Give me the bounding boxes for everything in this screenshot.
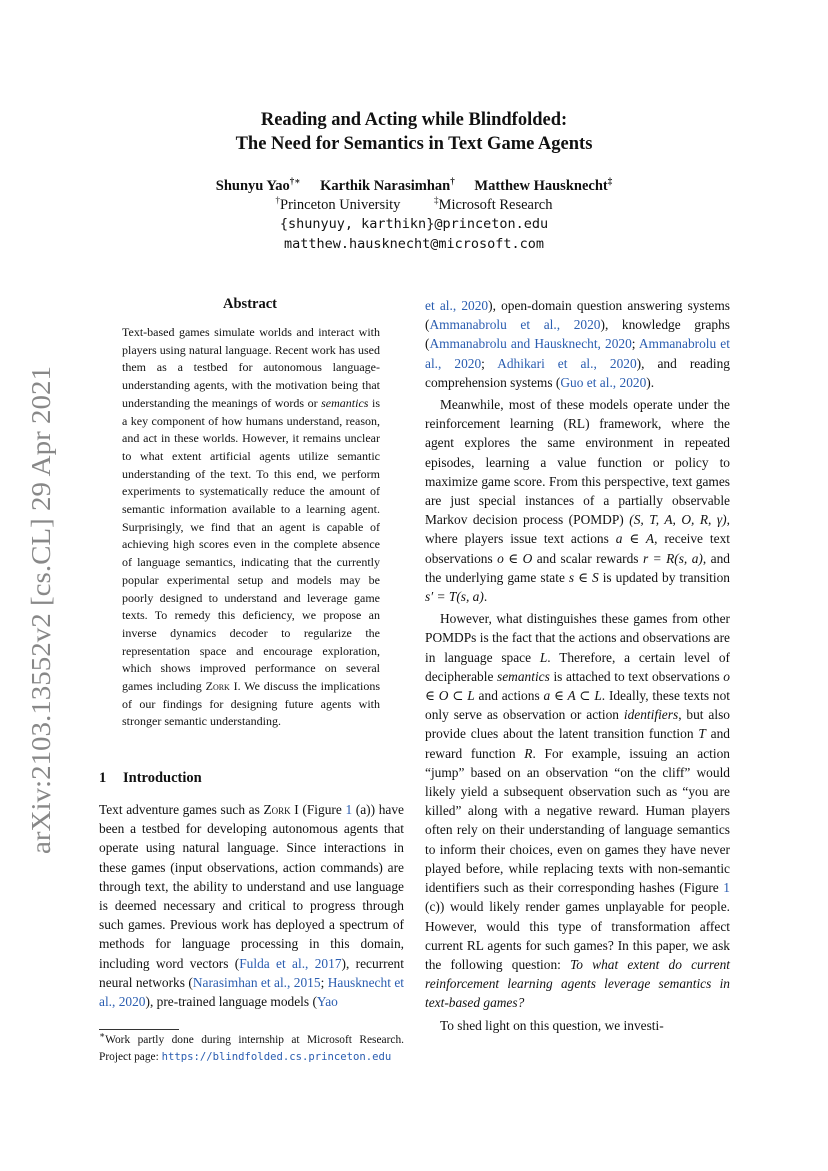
section-heading — [99, 770, 202, 787]
footnote: ∗Work partly done during internship at Microsoft Research. Project page: https://blindfolded.cs.princeton.edu — [99, 1030, 404, 1063]
citation-link[interactable]: Ammanabrolu et al., 2020 — [429, 317, 601, 333]
paragraph: et al., 2020), open-domain question answering systems (Ammanabrolu et al., 2020), knowledge graphs (Ammanabrolu and Hausknecht, 2020; Ammanabrolu et al., 2020; Adhikari et al., 2020), and reading comprehension systems (Guo et al., 2020). — [425, 298, 730, 390]
arxiv-identifier — [22, 364, 62, 854]
project-page-link[interactable]: https://blindfolded.cs.princeton.edu — [161, 1051, 392, 1063]
citation-link[interactable]: et al., 2020 — [425, 298, 489, 313]
title-line-1: Reading and Acting while Blindfolded: — [260, 110, 568, 130]
paper-title — [0, 108, 828, 156]
citation-link[interactable]: Hausknecht et al., 2020 — [99, 974, 404, 1010]
abstract-heading: Abstract — [223, 296, 277, 312]
citation-link[interactable]: Ammanabrolu et al., 2020 — [425, 336, 730, 371]
abstract-body: Text-based games simulate worlds and interact with players using natural language. Recent work has used them as a testbed for autonomous language-understanding agents, with the motivation being that understanding the meanings of words or semantics is a key component of how humans understand, reason, and act in these worlds. However, it remains unclear to what extent artificial agents utilize semantic understanding of the text. To this end, we perform experiments to systematically reduce the amount of semantic information available to a learning agent. Surprisingly, we find that an agent is capable of achieving high scores even in the complete absence of language semantics, indicating that the currently popular experimental setup and models may be poorly designed to understand and leverage game texts. To remedy this deficiency, we propose an inverse dynamics decoder to regularize the representation space and encourage exploration, which shows improved performance on several games including Zork I. We discuss the implications of our findings for designing future agents with stronger semantic understanding. — [122, 325, 380, 729]
author: Matthew Hausknecht‡ — [474, 176, 613, 194]
section-title: Introduction — [123, 770, 202, 786]
figure-link[interactable]: 1 — [723, 880, 730, 896]
affiliation: †Princeton University — [275, 195, 401, 213]
author-list — [0, 177, 828, 195]
paragraph: To shed light on this question, we investi- — [440, 1017, 664, 1033]
paragraph: However, what distinguishes these games from other POMDPs is the fact that the actions and observations are in language space L. Therefore, a certain level of decipherable semantics is attached to text observations o ∈ O ⊂ L and actions a ∈ A ⊂ L. Ideally, these texts not only serve as observation or action identifiers, but also provide clues about the latent transition function T and reward function R. For example, issuing an action “jump” based on an observation “on the cliff” would likely yield a subsequent observation such as “you are killed” along with a negative reward. Human players often rely on their understanding of language semantics to inform their choices, even on games they have never played before, while replacing texts with non-semantic identifiers such as their corresponding hashes (Figure 1 (c)) would likely render games unplayable for people. However, would this type of transformation affect current RL agents for such games? In this paper, we ask the following question: To what extent do current reinforcement learning agents leverage semantics in text-based games? — [425, 611, 730, 1011]
intro-paragraph: Text adventure games such as Zork I (Figure 1 (a)) have been a testbed for developing autonomous agents that operate using natural language. Since interactions in these games (input observations, action commands) are through text, the ability to understand and use language is deemed necessary and critical to progress through such games. Previous work has deployed a spectrum of methods for language processing in this domain, including word vectors (Fulda et al., 2017), recurrent neural networks (Narasimhan et al., 2015; Hausknecht et al., 2020), pre-trained language models (Yao — [99, 802, 404, 1010]
footnote-divider — [99, 1029, 179, 1030]
author: Karthik Narasimhan† — [320, 176, 455, 194]
citation-link[interactable]: Fulda et al., 2017 — [239, 955, 342, 971]
citation-link[interactable]: Narasimhan et al., 2015 — [192, 974, 321, 990]
title-line-2: The Need for Semantics in Text Game Agents — [235, 134, 593, 154]
citation-link[interactable]: Guo et al., 2020 — [560, 374, 647, 390]
citation-link[interactable]: Ammanabrolu and Hausknecht, 2020 — [429, 336, 632, 352]
author: Shunyu Yao†∗ — [215, 176, 301, 194]
figure-link[interactable]: 1 — [345, 802, 353, 817]
affiliation-list — [0, 196, 828, 215]
citation-link[interactable]: Adhikari et al., 2020 — [497, 355, 637, 371]
affiliation: ‡Microsoft Research — [434, 195, 553, 213]
paragraph: Meanwhile, most of these models operate under the reinforcement learning (RL) framework, where the agent explores the same environment in repeated episodes, learning a value function or policy to maximize game score. From this perspective, text games are just special instances of a partially observable Markov decision process (POMDP) (S, T, A, O, R, γ), where players issue text actions a ∈ A, receive text observations o ∈ O and scalar rewards r = R(s, a), and the underlying game state s ∈ S is updated by transition s′ = T(s, a). — [425, 397, 730, 605]
section-number: 1 — [99, 770, 107, 786]
citation-link[interactable]: Yao — [316, 994, 338, 1010]
right-column — [425, 296, 730, 1035]
arxiv-id-text: arXiv:2103.13552v2 [cs.CL] 29 Apr 2021 — [26, 399, 56, 854]
author-email: matthew.hausknecht@microsoft.com — [283, 236, 545, 252]
author-email: {shunyuy, karthikn}@princeton.edu — [279, 216, 549, 232]
